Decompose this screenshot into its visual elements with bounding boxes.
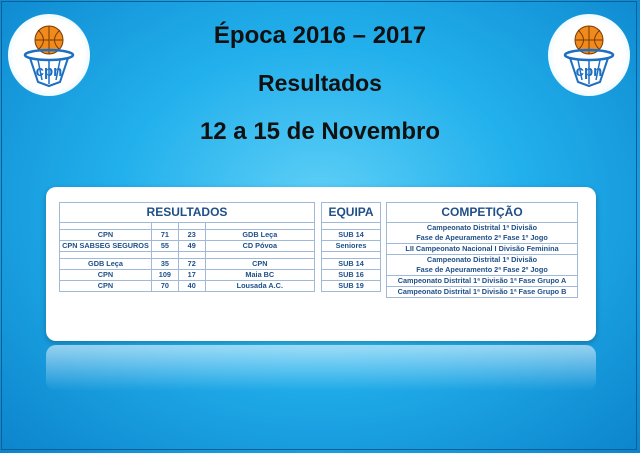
logo-text: cpn [35, 63, 63, 80]
away-team: Lousada A.C. [205, 281, 314, 292]
away-score: 17 [178, 270, 205, 281]
away-score: 49 [178, 241, 205, 252]
competition-header: COMPETIÇÃO [387, 203, 578, 223]
table-row [60, 259, 315, 270]
home-score: 71 [151, 230, 178, 241]
competition-name: Campeonato Distrital 1ª Divisão 1ª Fase Grupo B [387, 287, 578, 298]
away-team: CPN [205, 259, 314, 270]
team-category: Seniores [322, 241, 381, 252]
competition-name: Campeonato Distrital 1ª Divisão 1ª Fase Grupo A [387, 276, 578, 287]
competition-name: Campeonato Distrital 1ª Divisão [387, 223, 578, 234]
results-title: Resultados [258, 70, 382, 96]
home-team: CPN [60, 270, 152, 281]
table-row [60, 241, 315, 252]
home-score: 55 [151, 241, 178, 252]
results-table [59, 202, 315, 292]
season-title: Época 2016 – 2017 [213, 22, 427, 49]
home-team: CPN [60, 281, 152, 292]
away-score: 23 [178, 230, 205, 241]
team-category: SUB 14 [322, 230, 381, 241]
home-score: 35 [151, 259, 178, 270]
team-category: SUB 16 [322, 270, 381, 281]
panel-reflection [46, 345, 596, 391]
team-header: EQUIPA [322, 203, 381, 223]
logo-text: cpn [575, 63, 603, 80]
team-category: SUB 19 [322, 281, 381, 292]
date-range-title: 12 a 15 de Novembro [199, 118, 441, 145]
competition-phase: Fase de Apeuramento 2ª Fase 2º Jogo [387, 265, 578, 276]
table-row [60, 281, 315, 292]
home-team: CPN [60, 230, 152, 241]
home-team: CPN SABSEG SEGUROS [60, 241, 152, 252]
away-team: CD Póvoa [205, 241, 314, 252]
table-row [60, 230, 315, 241]
away-team: GDB Leça [205, 230, 314, 241]
results-header: RESULTADOS [60, 203, 315, 223]
away-score: 40 [178, 281, 205, 292]
away-team: Maia BC [205, 270, 314, 281]
team-category: SUB 14 [322, 259, 381, 270]
competition-name: Campeonato Distrital 1ª Divisão [387, 255, 578, 266]
away-score: 72 [178, 259, 205, 270]
competition-table [386, 202, 578, 298]
home-team: GDB Leça [60, 259, 152, 270]
competition-name: LII Campeonato Nacional I Divisão Feminina [387, 244, 578, 255]
home-score: 109 [151, 270, 178, 281]
table-row [60, 270, 315, 281]
team-table [321, 202, 381, 292]
home-score: 70 [151, 281, 178, 292]
competition-phase: Fase de Apeuramento 2ª Fase 1º Jogo [387, 233, 578, 244]
